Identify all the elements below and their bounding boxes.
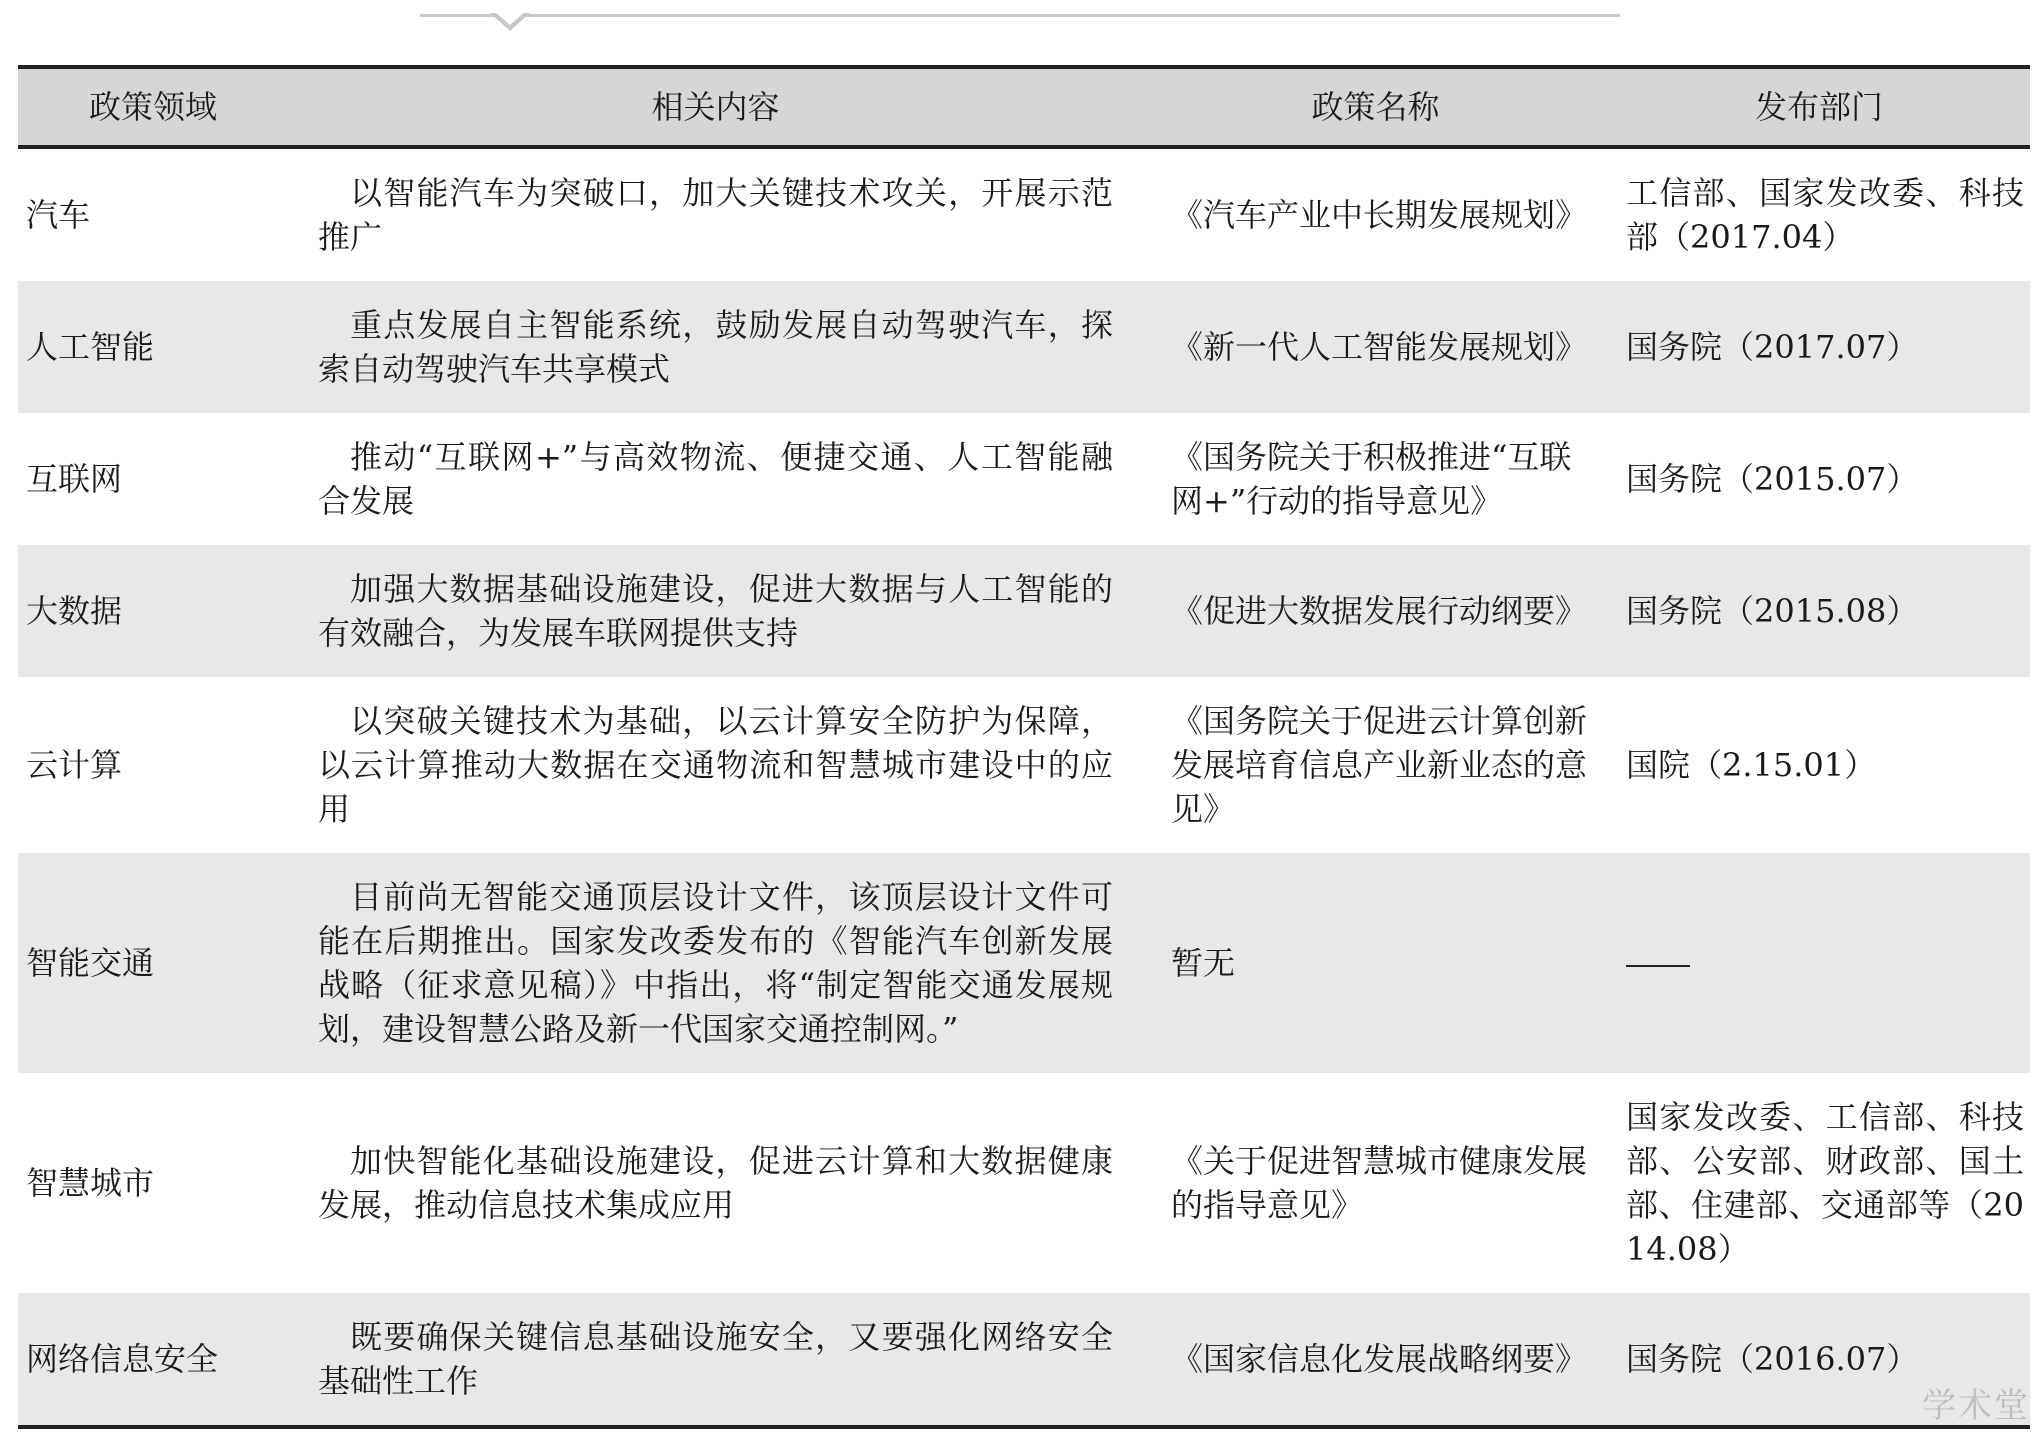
cell-policy-name: 暂无: [1171, 944, 1236, 982]
header-related-content: 相关内容: [288, 67, 1143, 147]
cell-field: 云计算: [26, 746, 123, 784]
policy-table: [18, 65, 2030, 1429]
table-row: [18, 1073, 2030, 1293]
cell-content: 重点发展自主智能系统，鼓励发展自动驾驶汽车，探索自动驾驶汽车共享模式: [318, 306, 1113, 388]
cell-department: [1608, 853, 2030, 1073]
cell-field: 互联网: [26, 460, 123, 498]
header-issuing-department: 发布部门: [1608, 67, 2030, 147]
cell-field: 智慧城市: [26, 1164, 155, 1202]
table-row: [18, 545, 2030, 677]
cell-department: 工信部、国家发改委、科技部（2017.04）: [1626, 174, 2024, 256]
cell-content: 以突破关键技术为基础，以云计算安全防护为保障，以云计算推动大数据在交通物流和智慧城市建设中的应用: [318, 702, 1113, 828]
table-row: [18, 413, 2030, 545]
cell-department: 国务院（2015.07）: [1626, 460, 1919, 498]
cell-content: 加强大数据基础设施建设，促进大数据与人工智能的有效融合，为发展车联网提供支持: [318, 570, 1113, 652]
cell-department: 国务院（2015.08）: [1626, 592, 1919, 630]
cell-policy-name: 《关于促进智慧城市健康发展的指导意见》: [1171, 1142, 1588, 1224]
cell-content: 既要确保关键信息基础设施安全，又要强化网络安全基础性工作: [288, 1293, 1143, 1427]
table-row: [18, 147, 2030, 281]
dash-placeholder: [1626, 965, 1690, 967]
cell-field: 汽车: [26, 196, 91, 234]
header-policy-field: 政策领域: [18, 67, 288, 147]
cell-content: 以智能汽车为突破口，加大关键技术攻关，开展示范推广: [318, 174, 1113, 256]
table-header-row: [18, 67, 2030, 147]
header-policy-name: 政策名称: [1143, 67, 1608, 147]
top-divider-bar: [420, 0, 1620, 17]
cell-field: 大数据: [26, 592, 123, 630]
cell-content: 加快智能化基础设施建设，促进云计算和大数据健康发展，推动信息技术集成应用: [318, 1142, 1113, 1224]
cell-policy-name: 《汽车产业中长期发展规划》: [1171, 196, 1588, 234]
cell-department: 国家发改委、工信部、科技部、公安部、财政部、国土部、住建部、交通部等（2014.08）: [1626, 1098, 2024, 1268]
cell-policy-name: 《国务院关于促进云计算创新发展培育信息产业新业态的意见》: [1171, 702, 1588, 828]
cell-department: 国院（2.15.01）: [1626, 746, 1877, 784]
cell-department: 国务院（2017.07）: [1626, 328, 1919, 366]
cell-policy-name: 《国务院关于积极推进“互联网+”行动的指导意见》: [1171, 438, 1572, 520]
cell-field: 网络信息安全: [18, 1293, 288, 1427]
cell-policy-name: 《促进大数据发展行动纲要》: [1171, 592, 1588, 630]
cell-field: 人工智能: [26, 328, 155, 366]
cell-content: 推动“互联网+”与高效物流、便捷交通、人工智能融合发展: [318, 438, 1113, 520]
watermark: 学术堂: [1922, 1386, 2030, 1426]
cell-content: 目前尚无智能交通顶层设计文件，该顶层设计文件可能在后期推出。国家发改委发布的《智能汽车创新发展战略（征求意见稿）》中指出，将“制定智能交通发展规划，建设智慧公路及新一代国家交通控制网。”: [318, 878, 1113, 1048]
cell-field: 智能交通: [26, 944, 155, 982]
table-row: [18, 677, 2030, 853]
caret-down-icon: [490, 13, 530, 31]
table-row: [18, 853, 2030, 1073]
cell-policy-name: 《国家信息化发展战略纲要》: [1143, 1293, 1608, 1427]
cell-policy-name: 《新一代人工智能发展规划》: [1171, 328, 1588, 366]
table-row: [18, 281, 2030, 413]
cell-department: 国务院（2016.07）: [1608, 1293, 2030, 1427]
table-row: [18, 1293, 2030, 1427]
